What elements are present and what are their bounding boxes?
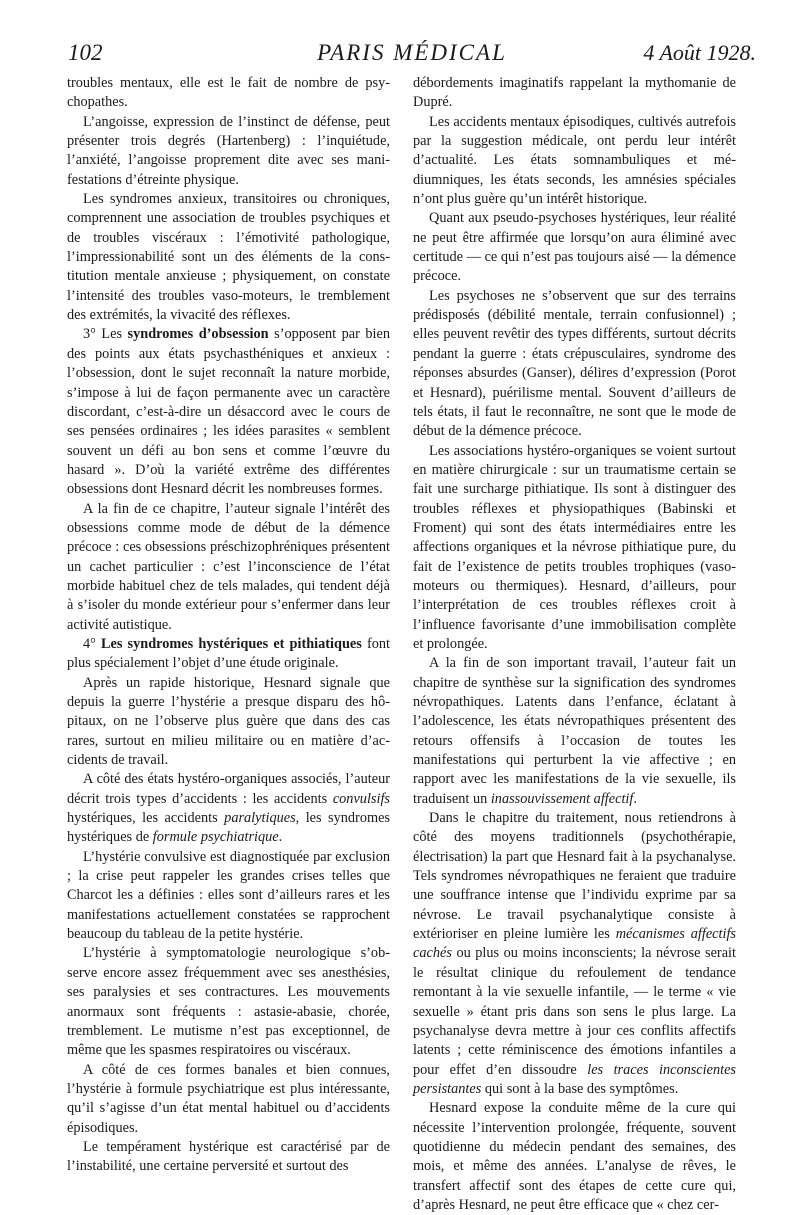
paragraph xyxy=(413,113,736,210)
paragraph xyxy=(67,1138,390,1177)
text-run: Après un rapide historique, Hesnard signale que depuis la guerre l’hystérie a presque disparu des hôpitaux, on ne l’observe plus guère que dans des cas rares, surtout en milieu militaire ou en matière d’accidents de travail. xyxy=(67,674,390,769)
paragraph xyxy=(413,654,736,809)
left-column xyxy=(67,74,390,1175)
text-run: . xyxy=(278,829,283,846)
italic-text: paralytiques xyxy=(224,810,296,827)
paragraph xyxy=(413,1099,736,1215)
paragraph xyxy=(67,113,390,190)
paragraph xyxy=(67,190,390,325)
text-run: 4° xyxy=(83,635,101,652)
paragraph xyxy=(67,848,390,945)
paragraph xyxy=(413,442,736,655)
text-run: L’hystérie convulsive est diagnostiquée par exclusion ; la crise peut rappeler les grandes crises telles que Charcot les a définies : elles sont d’ailleurs rares et les manifestations actuellement constatées se rapprochent beaucoup du tableau de la petite hystérie. xyxy=(67,848,390,943)
page-header xyxy=(68,38,756,72)
text-run: font plus spécialement l’objet d’une étude originale. xyxy=(67,635,390,672)
text-run: Les syndromes anxieux, transitoires ou chroniques, comprennent une association de troubles psychiques et de troubles viscéraux : l’émotivité pathologique, l’impressionabilité sont un des éléments de la constitution mentale anxieuse ; physiquement, on constate l’intensité des troubles vaso-moteurs, le tremblement des extrémités, la vivacité des réflexes. xyxy=(67,191,390,324)
bold-heading: Les syndromes hystériques et pithiatiques xyxy=(100,635,362,652)
paragraph xyxy=(67,770,390,847)
text-run: L’hystérie à symptomatologie neurologique s’observe encore assez fréquemment avec ses anesthésies, ses paralysies et ses contractures. Les mouvements anormaux sont fréquents : astasie-abasie, chorée, tremblement. Le mutisme n’est pas exceptionnel, de même que les spasmes respiratoires ou viscéraux. xyxy=(67,945,390,1059)
paragraph xyxy=(67,500,390,635)
paragraph xyxy=(67,74,390,113)
text-run: Le tempérament hystérique est caractérisé par de l’instabilité, une certaine perversité et surtout des xyxy=(67,1138,390,1175)
italic-text: convulsifs xyxy=(332,790,390,807)
paragraph xyxy=(67,1061,390,1138)
text-run: . xyxy=(633,790,637,807)
italic-text: les traces inconscientes persistantes xyxy=(413,1061,736,1097)
paragraph xyxy=(413,287,736,442)
page-number: 102 xyxy=(68,40,103,65)
text-run: troubles mentaux, elle est le fait de nombre de psychopathes. xyxy=(67,75,390,111)
text-run: débordements imaginatifs rappelant la mythomanie de Dupré. xyxy=(413,75,736,111)
italic-text: formule psychiatrique xyxy=(152,829,279,846)
text-run: Hesnard expose la conduite même de la cure qui nécessite l’intervention prolongée, fréquente, souvent quotidienne du médecin pendant des semaines, des mois, et même des années. L’analyse de rêves, le transfert affectif sont des étapes de cette cure qui, d’après Hesnard, ne peut être efficace que « chez cer- xyxy=(413,1100,736,1213)
text-run: A côté des états hystéro-organiques associés, l’auteur décrit trois types d’accidents : les accidents xyxy=(67,771,390,807)
paragraph xyxy=(67,635,390,674)
paragraph xyxy=(67,325,390,499)
italic-text: inassouvissement affectif xyxy=(490,790,634,807)
paragraph xyxy=(413,74,736,113)
text-run: A la fin de ce chapitre, l’auteur signale l’intérêt des obsessions comme mode de début de la démence précoce : ces obsessions préschizophréniques présentent un cachet particulier : c’est l’inconscience de l’état morbide habituel chez de tels malades, qui tendent déjà à s’isoler du monde extérieur pour s’enfermer dans leur activité autistique. xyxy=(67,500,390,633)
italic-text: mécanismes affectifs cachés xyxy=(413,926,736,962)
text-run: 3° Les xyxy=(83,326,128,343)
paragraph xyxy=(67,944,390,1060)
text-run: Quant aux pseudo-psychoses hystériques, leur réalité ne peut être affirmée que lorsqu’on aura éliminé avec certitude — ce qui n’est pas toujours aisé — la démence précoce. xyxy=(413,210,736,285)
issue-date: 4 Août 1928. xyxy=(643,40,756,65)
text-run: qui sont à la base des symptômes. xyxy=(481,1080,679,1097)
text-run: Les associations hystéro-organiques se voient surtout en matière chirurgicale : sur un traumatisme certain se fait une surcharge pithiatique. Ils sont à distinguer des troubles réflexes et physiopathiques (Babinski et Froment) qui sont des états intermédiaires entre les affections organiques et la névrose pithiatique pure, du fait de l’existence de petits troubles trophiques (vaso-moteurs ou thermiques). Hesnard, d’ailleurs, pour l’interprétation de ces troubles réflexes croit à l’influence favorisante d’une immobilisation complète et prolongée. xyxy=(413,442,736,652)
right-column xyxy=(413,74,736,1213)
text-run: Les accidents mentaux épisodiques, cultivés autrefois par la suggestion médicale, ont perdu leur intérêt d’actualité. Les états somnambuliques et médiumniques, les états seconds, les amnésies spéciales n’ont plus guère qu’un intérêt historique. xyxy=(413,113,736,208)
text-run: hystériques, les accidents xyxy=(67,810,225,827)
text-run: L’angoisse, expression de l’instinct de défense, peut présenter trois degrés (Hartenberg) : l’inquiétude, l’anxiété, l’angoisse proprement dite avec ses manifestations d’étreinte physique. xyxy=(67,113,390,188)
paragraph xyxy=(67,674,390,771)
text-run: s’opposent par bien des points aux états psychasthéniques et anxieux : l’obsession, dont le sujet reconnaît la nature morbide, s’impose à lui de façon permanente avec un caractère discordant, c’est-à-dire un désaccord avec le cours de ses pensées ordinaires ; les idées parasites « semblent souvent un défi au bon sens et comme l’œuvre du hasard ». D’où la variété extrême des différentes obsessions dont Hesnard décrit les nombreuses formes. xyxy=(67,326,390,498)
text-run: Les psychoses ne s’observent que sur des terrains prédisposés (débilité mentale, terrain confusionnel) ; elles peuvent revêtir des types différents, surtout décrits pendant la guerre : états crépusculaires, syndrome des réponses absurdes (Ganser), délires d’expression (Porot et Hesnard), puérilisme mental. Souvent d’ailleurs de tels états, il faut le reconnaître, ne sont que le mode de début de la démence précoce. xyxy=(413,287,736,440)
text-run: ou plus ou moins inconscients; la névrose serait le résultat clinique du refoulement de tendance remontant à la vie sexuelle infantile, — le terme « vie sexuelle » étant pris dans son sens le plus large. La psychanalyse devra mettre à jour ces conflits affectifs latents ; cette réminiscence des émotions infantiles a pour effet d’en dissoudre xyxy=(413,945,736,1078)
text-run: A côté de ces formes banales et bien connues, l’hystérie à formule psychiatrique est plus intéressante, qu’il s’agisse d’un état mental habituel ou d’accidents épisodiques. xyxy=(67,1061,390,1136)
text-run: Dans le chapitre du traitement, nous retiendrons à côté des moyens traditionnels (psychothérapie, électrisation) la part que Hesnard fait à la psychanalyse. Tels syndromes névropathiques ne feraient que traduire une souffrance intense que l’individu exprime par sa névrose. Le travail psychanalytique consiste à extérioriser en pleine lumière les xyxy=(413,810,736,943)
paragraph xyxy=(413,209,736,286)
bold-heading: syndromes d’obsession xyxy=(127,326,269,343)
journal-title: PARIS MÉDICAL xyxy=(317,40,507,65)
text-run: , les syndromes hystériques de xyxy=(67,810,390,846)
paragraph xyxy=(413,809,736,1099)
text-run: A la fin de son important travail, l’auteur fait un chapitre de synthèse sur la signification des syndromes névropathiques. Latents dans l’enfance, éclatant à l’adolescence, les états névropathiques présentent des retours offensifs à l’occasion de toutes les manifestations qui perturbent la vie affective ; en rapport avec les manifestations de la vie sexuelle, ils traduisent un xyxy=(413,655,736,807)
